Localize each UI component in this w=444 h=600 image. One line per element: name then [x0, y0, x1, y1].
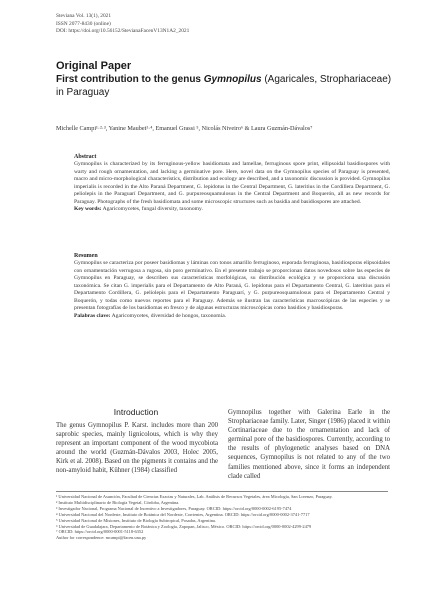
affiliation-line: ⁶ Universidad de Guadalajara, Departamento de Botánica y Zoología, Zapopan, Jalisco, México. ORCID: https://orcid.org/0000-0002-4299-2479: [56, 523, 312, 529]
affiliations: [56, 494, 390, 541]
journal-line: Steviana Vol. 13(1), 2021: [56, 13, 112, 19]
resumen-keywords-label: Palabras clave:: [74, 312, 111, 319]
abstract-block: [74, 154, 390, 214]
paper-title: [56, 73, 396, 99]
affiliation-line: ⁵ Universidad Nacional de Misiones, Instituto de Biología Subtropical, Posadas, Argentina.: [56, 517, 216, 523]
abstract-text: Gymnopilus is characterized by its ferruginous-yellow basidiomata and lamellae, ferruginous spore print, ellipsoidal basidiospores with warty and rough ornamentation, and lacking a germinative pore. Here, novel data on the Gymnopilus species of Paraguay is presented, macro and micro-morphological characteristics, distribution and ecology are described, and a taxonomic discussion is provided. Gymnopilus imperialis is recorded in the Alto Paraná Department, G. lepidotus in the Central Department, G. lateritius in the Cordillera Department, G. peliolepis in the Paraguarí Department, and G. purpureosquamulosus in the Central Department and Boquerón, all as new records for Paraguay. Photographs of the fresh basidiomata and some microscopic structures such as basidia and basidiospores are attached.: [74, 161, 390, 205]
affiliation-line: ² Instituto Multidisciplinario de Biología Vegetal, Córdoba, Argentina.: [56, 499, 180, 505]
affiliation-line: ⁷ ORCID: https://orcid.org/0000-0001-5118-6352: [56, 529, 144, 535]
introduction-col-left: The genus Gymnopilus P. Karst. includes more than 200 saprobic species, mainly lignicolous, which is why they represent an important component of the wood mycobiota around the world (Guzmán-Dávalos 2003, Holec 2005, Kirk et al. 2008). Based on the pigments it contains and the non-amyloid habit, Kühner (1984) classified: [56, 422, 218, 475]
resumen-text: Gymnopilus se caracteriza por poseer basidiomas y láminas con tonos amarillo ferruginoso, esporada ferruginosa, basidiosporas elipsoidales con ornamentación verrugosa a rugosa, sin poro germinativo. En el presente trabajo se proporcionan datos novedosos sobre las especies de Gymnopilus en Paraguay, se describen sus características morfológicas, su distribución ecológica y se proporciona una discusión taxonómica. Se citan G. imperialis para el Departamento de Alto Paraná, G. lepidotus para el Departamento Central, G. lateritius para el Departamento Cordillera, G. peliolepis para el Departamento Paraguarí, y G. purpureosquamulosus para el Departamento Central y Boquerón, y todas como nuevos reportes para el Paraguay. Además se ilustran las características macroscópicas de las especies y se presentan fotografías de los basidiomas en fresco y de algunas estructuras microscópicas como basidios y basidiosporas.: [74, 260, 390, 312]
issn-line[interactable]: ISSN 2077-8430 (online): [56, 20, 111, 27]
footnote-divider: [56, 491, 388, 492]
resumen-block: [74, 253, 390, 320]
abstract-keywords-label: Key words:: [74, 206, 102, 213]
introduction-heading: Introduction: [113, 407, 159, 417]
abstract-heading: Abstract: [74, 154, 97, 160]
introduction-col-right: Gymnopilus together with Galerina Earle in the Strophariaceae family. Later, Singer (1986) placed it within Cortinariaceae due to the ornamentation and lack of germinal pore of the basidiospores. Currently, according to the results of phylogenetic analyses based on DNA sequences, Gymnopilus is not related to any of the two families mentioned above, since it forms an independent clade called: [228, 409, 390, 480]
abstract-keywords: [74, 206, 390, 213]
affiliation-line: ¹ Universidad Nacional de Asunción, Facultad de Ciencias Exactas y Naturales, Lab. Análisis de Recursos Vegetales, área Micología, San Lorenzo, Paraguay.: [56, 494, 333, 499]
resumen-keywords-text: Agaricomycetes, diversidad de hongos, taxonomía.: [111, 312, 227, 319]
doi-line[interactable]: DOI: https://doi.org/10.56152/StevianaFacenV13N1A2_2021: [56, 28, 190, 35]
journal-header: [56, 13, 189, 36]
title-genus: Gymnopilus: [203, 74, 262, 85]
author-list: Michelle Campi¹·²·³, Yanine Maubet¹·⁴, Emanuel Grassi ⁵, Nicolás Niveiro⁶ & Laura Guzmán-Dávalos⁷: [56, 125, 313, 132]
abstract-keywords-text: Agaricomycetes, fungal diversity, taxonomy.: [102, 206, 203, 213]
resumen-keywords: [74, 313, 390, 320]
correspondence-line[interactable]: Author for correspondence: mcampi@facen.una.py: [56, 535, 147, 541]
resumen-heading: Resumen: [74, 253, 98, 259]
affiliation-line: ⁴ Universidad Nacional del Nordeste, Instituto de Botánica del Nordeste, Corrientes, Argentina. ORCID: https://orcid.org/0000-0002-3741-7717: [56, 511, 310, 517]
title-prefix: First contribution to the genus: [56, 74, 204, 85]
title-suffix: (Agaricales, Strophariaceae) in Paraguay: [56, 74, 392, 98]
paper-type: Original Paper: [56, 60, 132, 72]
affiliation-line: ³ Investigador Nacional, Programa Nacional de Incentivo a Investigadores, Paraguay. ORCID: https://orcid.org/0000-0002-6195-7474: [56, 505, 292, 511]
